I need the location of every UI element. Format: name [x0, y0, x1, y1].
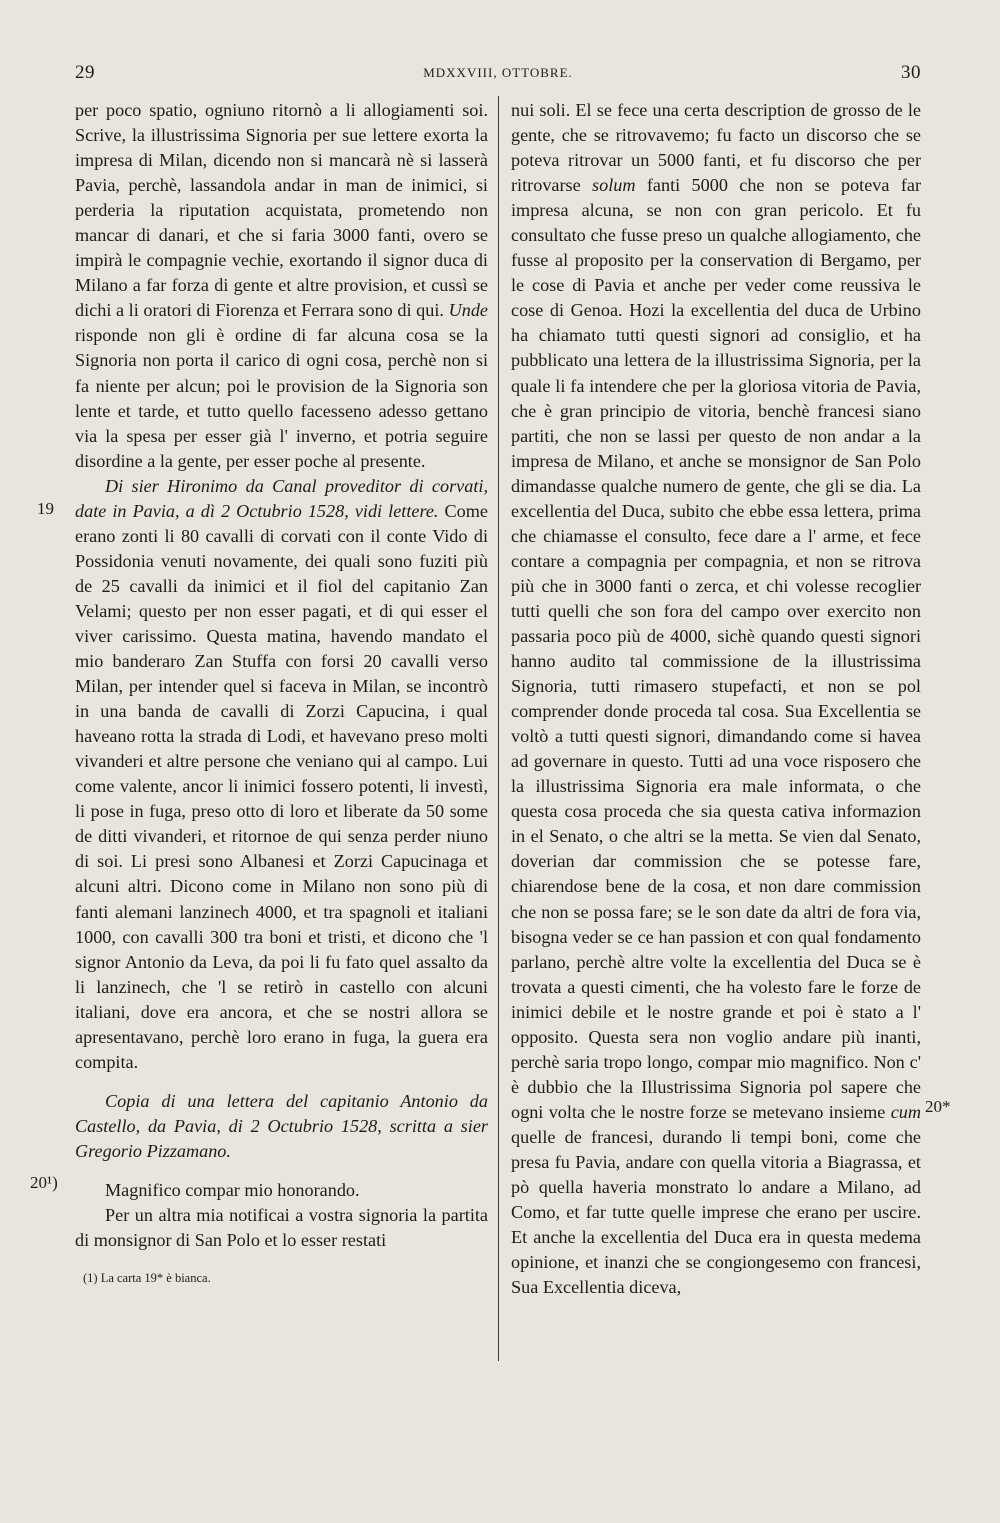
margin-number-19: 19 [37, 499, 54, 518]
left-paragraph-2 [75, 474, 488, 1075]
letter-heading-castello: Copia di una lettera del capitanio Antonio da Castello, da Pavia, di 2 Octubrio 1528, scritta a sier Gregorio Pizzamano. [75, 1090, 488, 1161]
left-column [75, 98, 488, 1287]
margin-number-20: 20¹) [30, 1173, 58, 1192]
footnote: (1) La carta 19* è bianca. [83, 1271, 211, 1286]
right-paragraph-cum: cum [890, 1101, 921, 1122]
right-paragraph-1-rest: fanti 5000 che non se poteva far impresa alcuna, se non con gran pericolo. Et fu consultato che fusse preso un qualche allogiamento, che fusse al proposito per la conservation di Bergamo, per le cose di Pavia et anche per veder come reussiva le cose di Genoa. Hozi la excellentia del duca de Urbino ha chiamato tutti questi signori ad consiglio, et ha pubblicato una lettera de la illustrissima Signoria, per la quale li fa intendere che per la gloriosa vitoria de Pavia, che è gran principio de vitoria, benchè francesi siano partiti, che non se lassi per questo de non andar a la impresa de Milano, et anche se monsignor de San Polo dimandasse qualche numero de gente, che gli se dia. La excellentia del Duca, subito che ebbe essa lettera, prima che chiamasse el consulto, fece dare a l' arme, et fece contare a compagnia per compagnia, et non se ritrova più che in 3000 fanti o zerca, et chi volesse recoglier tutti quelli che son fora del campo over exercito non passaria poco più de 4000, sichè quando questi signori hanno audito tal commissione de la illustrissima Signoria, tutti rimasero stupefacti, et non se pol comprender donde proceda tal cosa. Sua Excellentia se voltò a tutti questi signori, dimandando come si havea ad governare in questo. Tutti ad una voce risposero che la illustrissima Signoria era male informata, o che questa cosa proceda che sia questa cativa informazion in el Senato, o che altri se la metta. Se vien dal Senato, doverian dar commission che se potesse fare, chiarendose bene de la cosa, et non dare commission che non se possa fare; se le son date da altri de fora via, bisogna veder se ce han passion et con qual fondamento parlano, perchè altre volte la excellentia del Duca se è trovata a questi cimenti, che ha volesto fare le forze de inimici debile et le nostre grande et poi è stato a l' opposito. Questa sera non voglio andare più inanti, perchè saria tropo longo, compar mio magnifico. Non c' è dubbio che la Illustrissima Signoria pol sapere che ogni volta che le nostre forze se metevano insieme [511, 175, 922, 1122]
left-paragraph-3: Per un altra mia notificai a vostra signoria la partita di monsignor di San Polo et lo esser restati [75, 1205, 488, 1251]
running-title: MDXXVIII, OTTOBRE. [423, 65, 573, 80]
running-head [75, 62, 921, 86]
left-paragraph-2-text: Come erano zonti li 80 cavalli di corvati con il conte Vido di Possidonia venuti novamente, dei quali sono fuziti più de 25 cavalli da inimici et il fiol del capitanio Zan Velami; questo per non esser pagati, et di qui esser el viver carissimo. Questa matina, havendo mandato el mio banderaro Zan Stuffa con forsi 20 cavalli verso Milan, per intender quel si faceva in Milan, se incontrò in una banda de cavalli di Zorzi Capucina, i qual haveano rotta la strada di Lodi, et havevano preso molti vivanderi et altre persone che veniano qui al campo. Lui come valente, ancor li inimici fossero potenti, li investì, li pose in fuga, preso otto di loro et liberate da 50 some de ditti vivanderi, et ritornoe de qui senza perder niuno di soi. Li presi sono Albanesi et Zorzi Capucinaga et alcuni altri. Dicono come in Milano non sono più di fanti alemani lanzinech 4000, et tra spagnoli et italiani 1000, con cavalli 300 tra boni et tristi, et dicono che 'l signor Antonio da Leva, da poi li fu fato quel assalto da li lanzinech, che 'l se retirò in castello con alcuni italiani, dove era ancora, et che se nostri allora se apresentavano, perchè loro erano in fuga, la guera era compita. [75, 500, 488, 1072]
right-column [511, 98, 921, 1300]
left-paragraph-1-rest: risponde non gli è ordine di far alcuna cosa se la Signoria non porta il carico di ogni cosa, perchè non si fa niente per alcun; poi le provision de la Signoria son lente et tarde, et tutto quello facesseno adesso gettano via la spesa per esser già l' inverno, et potria seguire disordine a la gente, per esser poche al presente. [75, 325, 488, 471]
page-number-left: 29 [75, 62, 95, 83]
left-paragraph-1 [75, 98, 488, 474]
right-paragraph-solum: solum [592, 175, 636, 196]
column-divider [498, 96, 499, 1361]
salutation: Magnifico compar mio honorando. [105, 1179, 360, 1200]
left-paragraph-1-text: per poco spatio, ogniuno ritornò a li allogiamenti soi. Scrive, la illustrissima Signoria per sue lettere exorta la impresa di Milan, dicendo non si mancarà nè si lasserà Pavia, perchè, lassandola andar in man de inimici, si perderia la riputation acquistata, prometendo non mancar di danari, et che si faria 3000 fanti, overo se impirà le compagnie vechie, exortando il signor duca di Milano a far forza di gente et altre provision, et cussì se dichi a li oratori di Fiorenza et Ferrara sono di qui. [75, 100, 488, 321]
right-paragraph-1-end: quelle de francesi, durando li tempi boni, come che presa fu Pavia, andare con quella vitoria a Biagrassa, et pò quella haveria monstrato lo andare a Milano, ad Como, et far tutte quelle imprese che erano per uscire. Et anche la excellentia del Duca era in questa medema opinione, et inanzi che se congiongesemo con francesi, Sua Excellentia diceva, [511, 1126, 921, 1298]
left-paragraph-1-unde: Unde [448, 300, 488, 321]
letter-heading-canal: Di sier Hironimo da Canal proveditor di corvati, date in Pavia, a dì 2 Octubrio 1528, vidi lettere. [75, 475, 488, 521]
right-paragraph-1-text: nui soli. El se fece una certa description de grosso de le gente, che se ritrovavemo; fu facto un discorso che se poteva ritrovar un 5000 fanti, et fu discorso che per ritrovarse [511, 100, 921, 196]
page-number-right: 30 [901, 62, 921, 83]
right-paragraph-1 [511, 98, 921, 1300]
margin-number-20-right: 20* [925, 1097, 951, 1116]
